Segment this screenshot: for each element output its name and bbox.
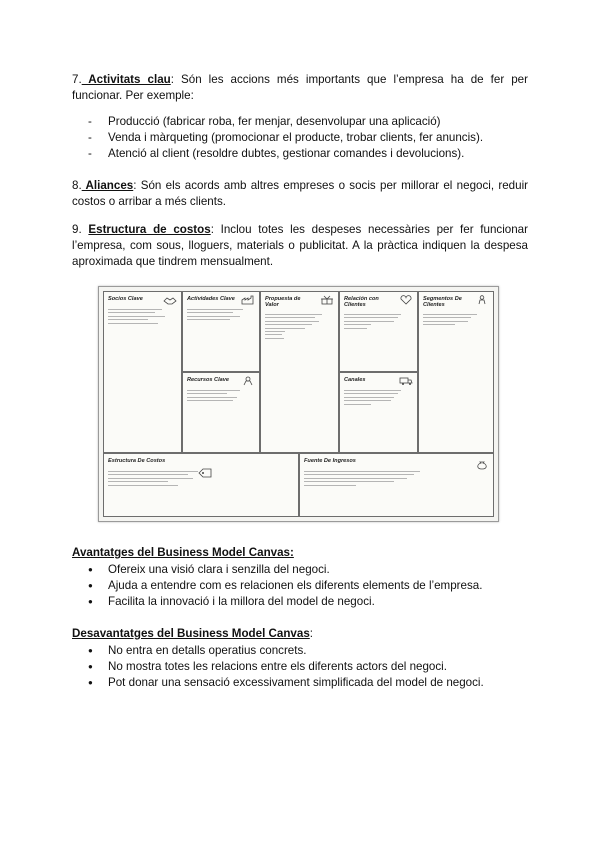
canvas-cell-title: Actividades Clave	[187, 296, 235, 302]
section-7-paragraph	[72, 72, 528, 104]
factory-icon	[241, 295, 255, 305]
section-8-number: 8.	[72, 179, 82, 192]
section-7-list	[88, 114, 483, 162]
section-7-term: Activitats clau	[81, 73, 171, 86]
gift-icon	[320, 295, 334, 305]
list-item: ● No mostra totes les relacions entre els diferents actors del negoci.	[88, 659, 484, 675]
canvas-cell-title: Segmentos De Clientes	[423, 296, 462, 308]
advantages-list	[88, 562, 482, 610]
list-item: - Venda i màrqueting (promocionar el producte, trobar clients, fer anuncis).	[88, 130, 483, 146]
disadvantages-heading-line	[72, 627, 313, 640]
money-bag-icon	[475, 460, 489, 470]
advantages-heading: Avantatges del Business Model Canvas:	[72, 546, 294, 559]
section-9-paragraph	[72, 222, 528, 270]
truck-icon	[399, 376, 413, 386]
canvas-cell-customer-relationships	[339, 291, 418, 372]
worker-icon	[241, 376, 255, 386]
section-8-text: : Són els acords amb altres empreses o socis per millorar el negoci, reduir costos o arribar a més clients.	[72, 179, 528, 208]
section-9-term: Estructura de costos	[88, 223, 211, 236]
canvas-cell-title: Relación con Clientes	[344, 296, 379, 308]
canvas-cell-revenue-streams	[299, 453, 494, 517]
canvas-cell-title: Propuesta de Valor	[265, 296, 301, 308]
section-8-term: Aliances	[81, 179, 134, 192]
canvas-cell-key-resources	[182, 372, 260, 453]
canvas-cell-value-proposition	[260, 291, 339, 453]
canvas-cell-title: Fuente De Ingresos	[304, 458, 356, 464]
disadvantages-heading-colon: :	[309, 627, 313, 640]
canvas-cell-channels	[339, 372, 418, 453]
section-9-text: : Inclou totes les despeses necessàries per fer funcionar l’empresa, com sous, lloguers, materials o publicitat. A la pràctica indiquen la despesa aproximada que tindrem mensualment.	[72, 223, 528, 268]
disadvantages-list	[88, 643, 484, 691]
list-item: ● No entra en detalls operatius concrets.	[88, 643, 484, 659]
section-8-paragraph	[72, 178, 528, 210]
list-item: ● Pot donar una sensació excessivament simplificada del model de negoci.	[88, 675, 484, 691]
list-item: ● Ajuda a entendre com es relacionen els diferents elements de l’empresa.	[88, 578, 482, 594]
heart-icon	[399, 295, 413, 305]
section-9-number: 9.	[72, 223, 82, 236]
canvas-cell-cost-structure	[103, 453, 299, 517]
canvas-cell-title: Socios Clave	[108, 296, 143, 302]
canvas-cell-title: Estructura De Costos	[108, 458, 166, 464]
canvas-cell-key-partners	[103, 291, 182, 453]
disadvantages-heading: Desavantatges del Business Model Canvas	[72, 627, 310, 640]
person-icon	[475, 295, 489, 305]
canvas-cell-customer-segments	[418, 291, 494, 453]
section-7-text: : Són les accions més importants que l’empresa ha de fer per funcionar. Per exemple:	[72, 73, 528, 102]
list-item: - Atenció al client (resoldre dubtes, gestionar comandes i devolucions).	[88, 146, 483, 162]
section-7-number: 7.	[72, 73, 82, 86]
list-item: - Producció (fabricar roba, fer menjar, desenvolupar una aplicació)	[88, 114, 483, 130]
list-item: ● Ofereix una visió clara i senzilla del negoci.	[88, 562, 482, 578]
canvas-cell-key-activities	[182, 291, 260, 372]
business-model-canvas-image	[98, 286, 499, 522]
list-item: ● Facilita la innovació i la millora del model de negoci.	[88, 594, 482, 610]
canvas-cell-title: Canales	[344, 377, 366, 383]
handshake-icon	[163, 295, 177, 305]
canvas-cell-title: Recursos Clave	[187, 377, 229, 383]
